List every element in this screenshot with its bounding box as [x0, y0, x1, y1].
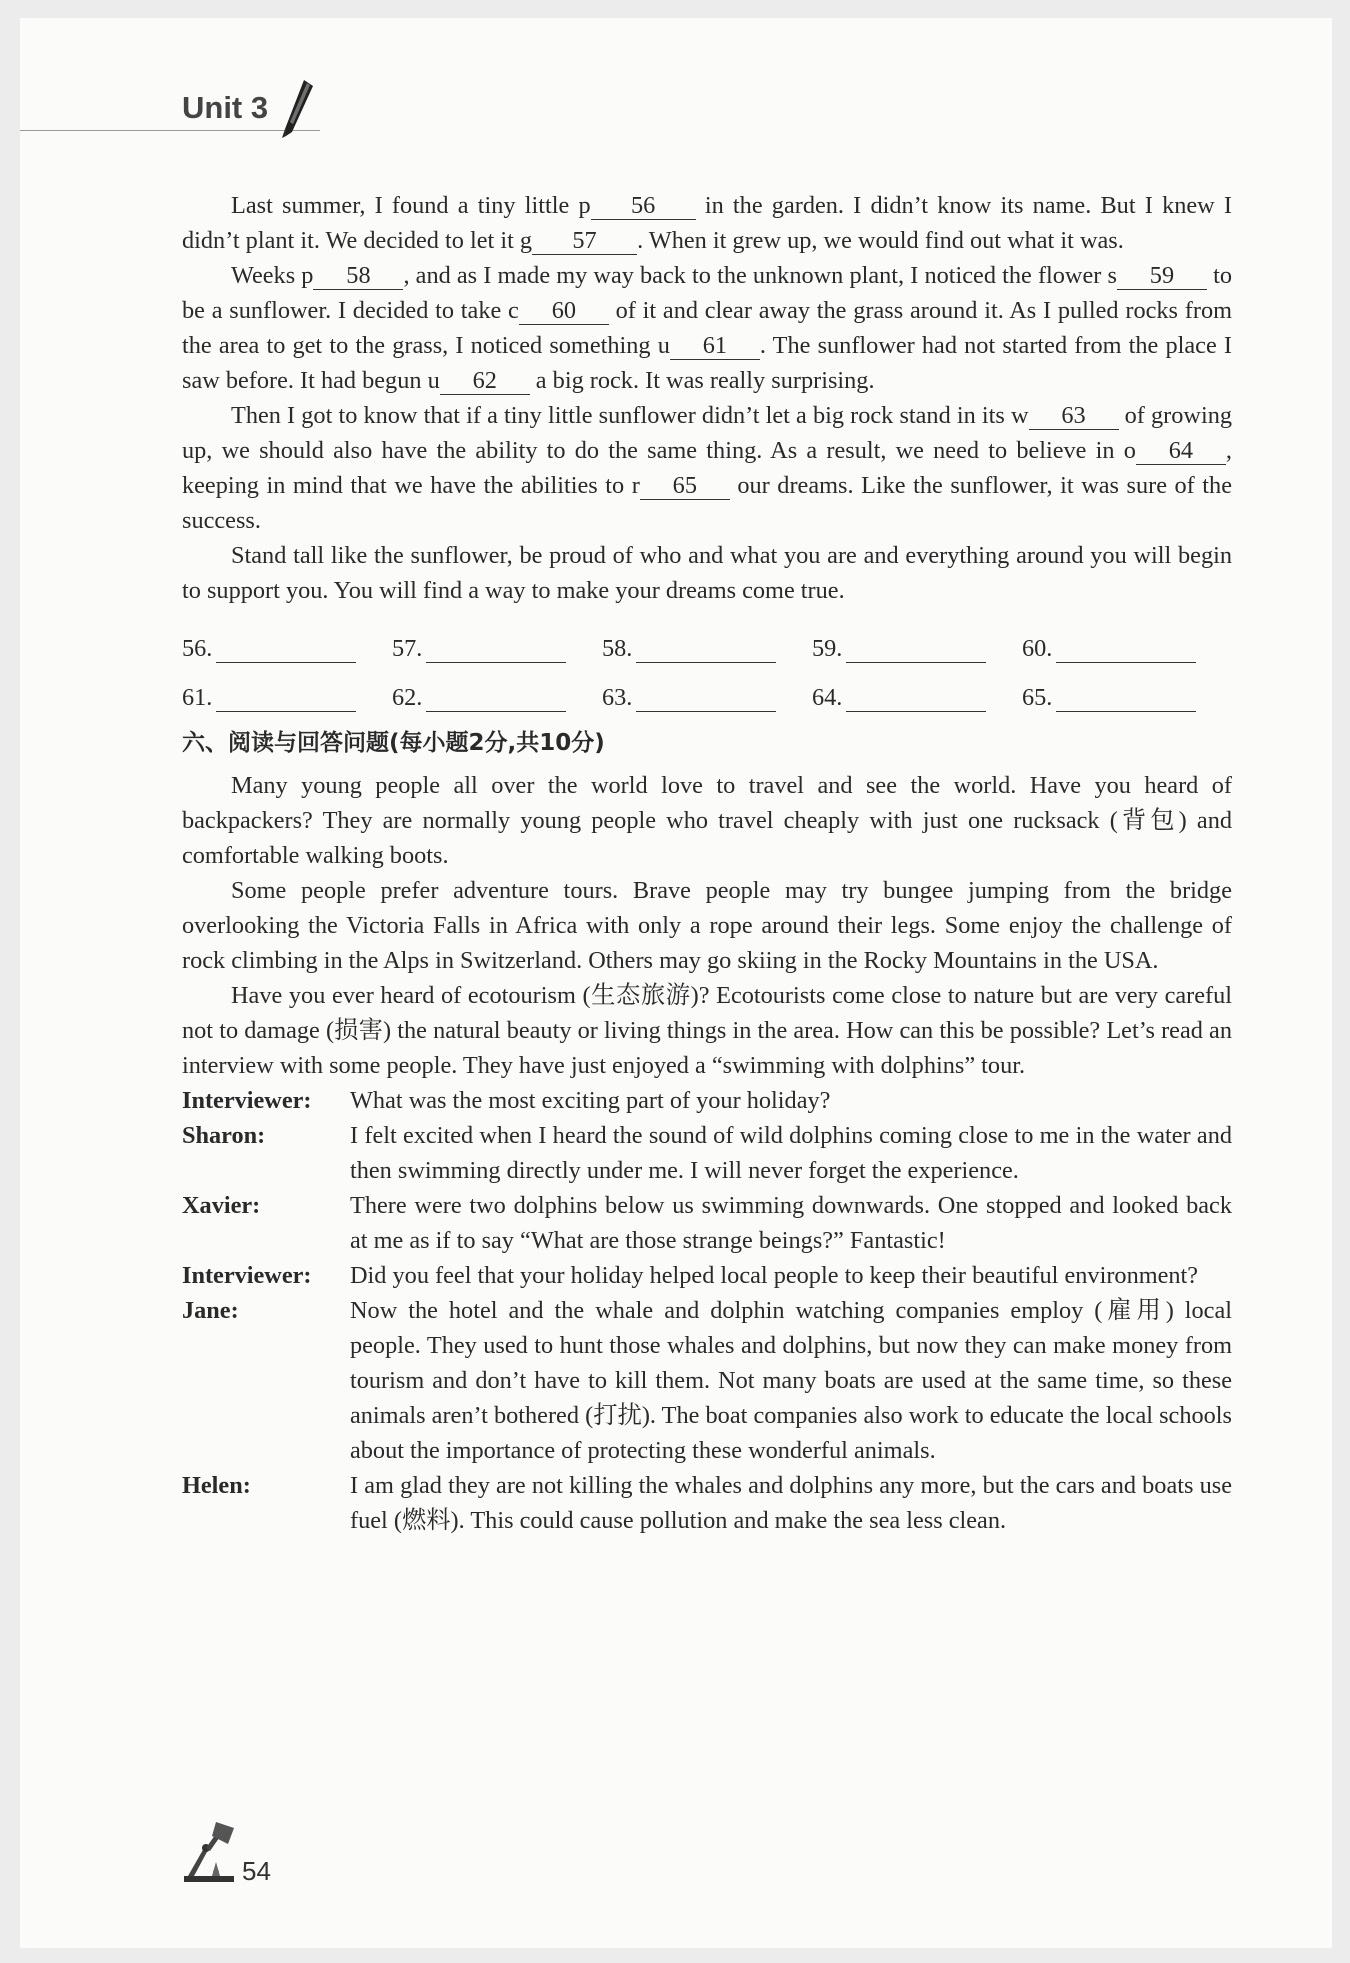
- answer-number: 56.: [182, 635, 213, 662]
- dialogue-turn: [182, 1293, 1232, 1468]
- answer-61: [182, 663, 392, 712]
- cloze-paragraph-4: Stand tall like the sunflower, be proud of who and what you are and everything around you will begin to support you. You will find a way to make your dreams come true.: [182, 542, 1232, 604]
- answer-line[interactable]: [636, 683, 776, 712]
- answer-line[interactable]: [216, 683, 356, 712]
- cloze-paragraph-1: [182, 188, 1232, 258]
- reading-paragraph-2: Some people prefer adventure tours. Brave people may try bungee jumping from the bridge overlooking the Victoria Falls in Africa with only a rope around their legs. Some enjoy the challenge of rock climbing in the Alps in Switzerland. Others may go skiing in the Rocky Mountains in the USA.: [182, 877, 1232, 974]
- answer-59: [812, 614, 1022, 663]
- speaker-text: I felt excited when I heard the sound of wild dolphins coming close to me in the water and then swimming directly under me. I will never forget the experience.: [350, 1122, 1232, 1184]
- speaker-text: Did you feel that your holiday helped local people to keep their beautiful environment?: [350, 1262, 1199, 1289]
- text-run: Weeks p: [231, 262, 314, 289]
- text-run: of growing up, we should also have the ability to do the same thing. As a result, we need to believe in o: [182, 402, 1232, 464]
- answer-number: 63.: [602, 684, 633, 711]
- blank-64: 64: [1136, 438, 1226, 465]
- answer-line[interactable]: [216, 634, 356, 663]
- text-run: . When it grew up, we would find out what it was.: [637, 227, 1124, 254]
- text-run: our dreams. Like the sunflower, it was sure of the success.: [182, 472, 1232, 534]
- unit-title: Unit 3: [182, 90, 269, 125]
- speaker-text: Now the hotel and the whale and dolphin watching companies employ (雇用) local people. They used to hunt those whales and dolphins, but now they can make money from tourism and don’t have to kill them. Not many boats are used at the same time, so these animals aren’t bothered (打扰). The boat companies also work to educate the local schools about the importance of protecting these wonderful animals.: [350, 1297, 1232, 1464]
- text-run: in the garden. I didn’t know its name. But I knew I didn’t plant it. We decided to let it g: [182, 192, 1232, 254]
- answer-62: [392, 663, 602, 712]
- text-run: , keeping in mind that we have the abilities to r: [182, 437, 1232, 499]
- speaker-text: I am glad they are not killing the whales and dolphins any more, but the cars and boats use fuel (燃料). This could cause pollution and make the sea less clean.: [350, 1472, 1232, 1534]
- page-footer: [182, 1818, 382, 1888]
- header-rule: [20, 130, 320, 131]
- dialogue-turn: [182, 1258, 1232, 1293]
- answer-line[interactable]: [1056, 634, 1196, 663]
- text-run: , and as I made my way back to the unknown plant, I noticed the flower s: [403, 262, 1117, 289]
- speaker-name: Interviewer:: [182, 1087, 312, 1114]
- speaker-name: Helen:: [182, 1472, 251, 1499]
- workbook-page: [20, 18, 1332, 1948]
- answer-number: 59.: [812, 635, 843, 662]
- text-run: Last summer, I found a tiny little p: [231, 192, 591, 219]
- pen-icon: [280, 78, 316, 140]
- blank-56: 56: [591, 193, 696, 220]
- blank-62: 62: [440, 368, 530, 395]
- answer-line[interactable]: [636, 634, 776, 663]
- page-number: 54: [242, 1856, 271, 1886]
- answer-63: [602, 663, 812, 712]
- text-run: of it and clear away the grass around it. As I pulled rocks from the area to get to the grass, I noticed something u: [182, 297, 1232, 359]
- dialogue-turn: [182, 1188, 1232, 1258]
- blank-58: 58: [313, 263, 403, 290]
- answer-number: 62.: [392, 684, 423, 711]
- answer-56: [182, 614, 392, 663]
- blank-60: 60: [519, 298, 609, 325]
- speaker-name: Sharon:: [182, 1122, 266, 1149]
- answer-number: 58.: [602, 635, 633, 662]
- speaker-name: Xavier:: [182, 1192, 261, 1219]
- reading-paragraph-1: Many young people all over the world love to travel and see the world. Have you heard of backpackers? They are normally young people who travel cheaply with just one rucksack (背包) and comfortable walking boots.: [182, 772, 1232, 869]
- blank-65: 65: [640, 473, 730, 500]
- text-run: . The sunflower had not started from the place I saw before. It had begun u: [182, 332, 1232, 394]
- speaker-name: Interviewer:: [182, 1262, 312, 1289]
- speaker-name: Jane:: [182, 1297, 239, 1324]
- answer-line[interactable]: [426, 683, 566, 712]
- blank-57: 57: [532, 228, 637, 255]
- answer-number: 64.: [812, 684, 843, 711]
- blank-59: 59: [1117, 263, 1207, 290]
- page-content: [182, 188, 1232, 1538]
- cloze-paragraph-3: [182, 398, 1232, 538]
- section-heading: 六、阅读与回答问题(每小题2分,共10分): [182, 730, 605, 756]
- reading-paragraph-3: Have you ever heard of ecotourism (生态旅游)? Ecotourists come close to nature but are very careful not to damage (损害) the natural beauty or living things in the area. How can this be possible? Let’s read an interview with some people. They have just enjoyed a “swimming with dolphins” tour.: [182, 982, 1232, 1079]
- answer-line[interactable]: [426, 634, 566, 663]
- answer-number: 65.: [1022, 684, 1053, 711]
- answer-blanks: [182, 614, 1232, 712]
- answer-number: 57.: [392, 635, 423, 662]
- dialogue-turn: [182, 1118, 1232, 1188]
- cloze-paragraph-2: [182, 258, 1232, 398]
- answer-64: [812, 663, 1022, 712]
- page-header: [20, 18, 1332, 148]
- text-run: a big rock. It was really surprising.: [529, 367, 875, 394]
- interview-dialogue: [182, 1083, 1232, 1538]
- answer-line[interactable]: [846, 634, 986, 663]
- dialogue-turn: [182, 1468, 1232, 1538]
- blank-63: 63: [1029, 403, 1119, 430]
- answer-60: [1022, 614, 1232, 663]
- speaker-text: There were two dolphins below us swimming downwards. One stopped and looked back at me as if to say “What are those strange beings?” Fantastic!: [350, 1192, 1232, 1254]
- answer-57: [392, 614, 602, 663]
- answer-line[interactable]: [1056, 683, 1196, 712]
- desk-lamp-icon: [182, 1818, 238, 1884]
- answer-58: [602, 614, 812, 663]
- answer-65: [1022, 663, 1232, 712]
- text-run: Then I got to know that if a tiny little sunflower didn’t let a big rock stand in its w: [231, 402, 1029, 429]
- text-run: to be a sunflower. I decided to take c: [182, 262, 1232, 324]
- dialogue-turn: [182, 1083, 1232, 1118]
- blank-61: 61: [670, 333, 760, 360]
- speaker-text: What was the most exciting part of your holiday?: [350, 1087, 831, 1114]
- answer-number: 61.: [182, 684, 213, 711]
- answer-line[interactable]: [846, 683, 986, 712]
- answer-number: 60.: [1022, 635, 1053, 662]
